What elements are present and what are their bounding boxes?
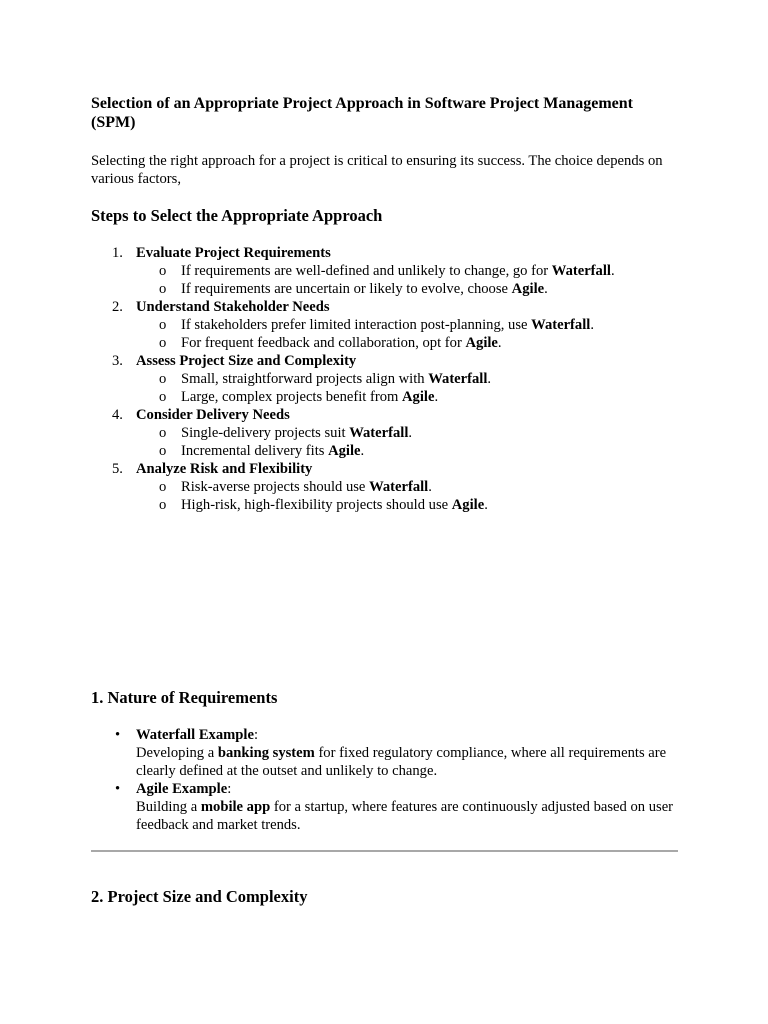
steps-block — [91, 244, 681, 514]
example-text-post: for fixed regulatory compliance, where all requirements are clearly defined at the outset and unlikely to change. — [136, 745, 667, 779]
sub-item — [136, 280, 681, 298]
sub-item — [136, 334, 681, 352]
horizontal-rule — [91, 850, 678, 852]
sub-item-end: . — [434, 389, 439, 405]
section2-heading-block — [91, 887, 681, 907]
step-item — [91, 244, 681, 298]
sub-item-text: Single-delivery projects suit — [181, 425, 350, 441]
section1-heading: 1. Nature of Requirements — [91, 688, 278, 707]
example-highlight: banking system — [217, 745, 315, 761]
sub-item — [136, 388, 681, 406]
sub-item-end: . — [360, 443, 365, 459]
sub-item-end: . — [487, 371, 492, 387]
step-title: Consider Delivery Needs — [136, 407, 290, 423]
step-sub-list — [136, 424, 681, 460]
intro-block — [91, 152, 681, 188]
example-colon: : — [227, 781, 232, 797]
step-number: 2. — [112, 299, 123, 315]
circle-bullet-icon: o — [159, 443, 167, 459]
approach-name: Waterfall — [428, 371, 488, 387]
title-block — [91, 94, 681, 132]
sub-item — [136, 442, 681, 460]
step-sub-list — [136, 478, 681, 514]
example-text-pre: Developing a — [136, 745, 218, 761]
circle-bullet-icon: o — [159, 497, 167, 513]
sub-item-text: Incremental delivery fits — [181, 443, 329, 459]
sub-item — [136, 316, 681, 334]
step-sub-list — [136, 370, 681, 406]
examples-list — [91, 726, 681, 834]
step-item — [91, 460, 681, 514]
example-item — [91, 780, 681, 834]
section1-examples-block — [91, 726, 681, 834]
example-item — [91, 726, 681, 780]
circle-bullet-icon: o — [159, 317, 167, 333]
step-item — [91, 298, 681, 352]
example-highlight: mobile app — [200, 799, 271, 815]
step-number: 5. — [112, 461, 123, 477]
sub-item — [136, 496, 681, 514]
sub-item-end: . — [497, 335, 502, 351]
intro-paragraph: Selecting the right approach for a project is critical to ensuring its success. The choice depends on various factors, — [91, 153, 663, 187]
sub-item — [136, 370, 681, 388]
sub-item-text: High-risk, high-flexibility projects should use — [181, 497, 452, 513]
approach-name: Agile — [328, 443, 361, 459]
circle-bullet-icon: o — [159, 335, 167, 351]
sub-item-end: . — [610, 263, 615, 279]
sub-item-text: If stakeholders prefer limited interaction post-planning, use — [181, 317, 532, 333]
approach-name: Agile — [402, 389, 435, 405]
step-item — [91, 406, 681, 460]
step-number: 1. — [112, 245, 123, 261]
step-number: 4. — [112, 407, 123, 423]
example-label: Waterfall Example — [136, 727, 254, 743]
sub-item-text: Small, straightforward projects align with — [181, 371, 429, 387]
approach-name: Agile — [511, 281, 545, 297]
sub-item-text: If requirements are well-defined and unlikely to change, go for — [181, 263, 552, 279]
bullet-icon: • — [115, 727, 121, 743]
example-text-post: for a startup, where features are continuously adjusted based on user feedback and market trends. — [136, 799, 674, 833]
approach-name: Agile — [465, 335, 498, 351]
circle-bullet-icon: o — [159, 281, 167, 297]
circle-bullet-icon: o — [159, 479, 167, 495]
circle-bullet-icon: o — [159, 371, 167, 387]
sub-item — [136, 262, 681, 280]
sub-item-text: For frequent feedback and collaboration, opt for — [181, 335, 466, 351]
circle-bullet-icon: o — [159, 389, 167, 405]
section1-heading-block — [91, 688, 681, 708]
step-title: Evaluate Project Requirements — [136, 245, 331, 261]
steps-heading-block — [91, 206, 681, 226]
step-title: Analyze Risk and Flexibility — [136, 461, 313, 477]
steps-list — [91, 244, 681, 514]
sub-item-end: . — [590, 317, 594, 333]
sub-item-end: . — [428, 479, 432, 495]
sub-item-end: . — [484, 497, 488, 513]
sub-item-text: Risk-averse projects should use — [181, 479, 370, 495]
sub-item-end: . — [544, 281, 548, 297]
bullet-icon: • — [115, 781, 121, 797]
example-text-pre: Building a — [136, 799, 201, 815]
approach-name: Waterfall — [369, 479, 429, 495]
step-title: Assess Project Size and Complexity — [136, 353, 357, 369]
step-sub-list — [136, 316, 681, 352]
step-number: 3. — [112, 353, 123, 369]
sub-item-text: Large, complex projects benefit from — [181, 389, 402, 405]
sub-item — [136, 478, 681, 496]
step-title: Understand Stakeholder Needs — [136, 299, 330, 315]
sub-item-end: . — [408, 425, 413, 441]
step-sub-list — [136, 262, 681, 298]
example-colon: : — [253, 727, 259, 743]
circle-bullet-icon: o — [159, 263, 167, 279]
approach-name: Waterfall — [349, 425, 409, 441]
approach-name: Waterfall — [551, 263, 611, 279]
steps-heading: Steps to Select the Appropriate Approach — [91, 206, 383, 225]
document-title: Selection of an Appropriate Project Approach in Software Project Management (SPM) — [91, 95, 633, 131]
approach-name: Waterfall — [531, 317, 591, 333]
step-item — [91, 352, 681, 406]
circle-bullet-icon: o — [159, 425, 167, 441]
section2-heading: 2. Project Size and Complexity — [91, 887, 308, 906]
example-label: Agile Example — [136, 781, 228, 797]
sub-item-text: If requirements are uncertain or likely to evolve, choose — [181, 281, 512, 297]
approach-name: Agile — [451, 497, 485, 513]
sub-item — [136, 424, 681, 442]
